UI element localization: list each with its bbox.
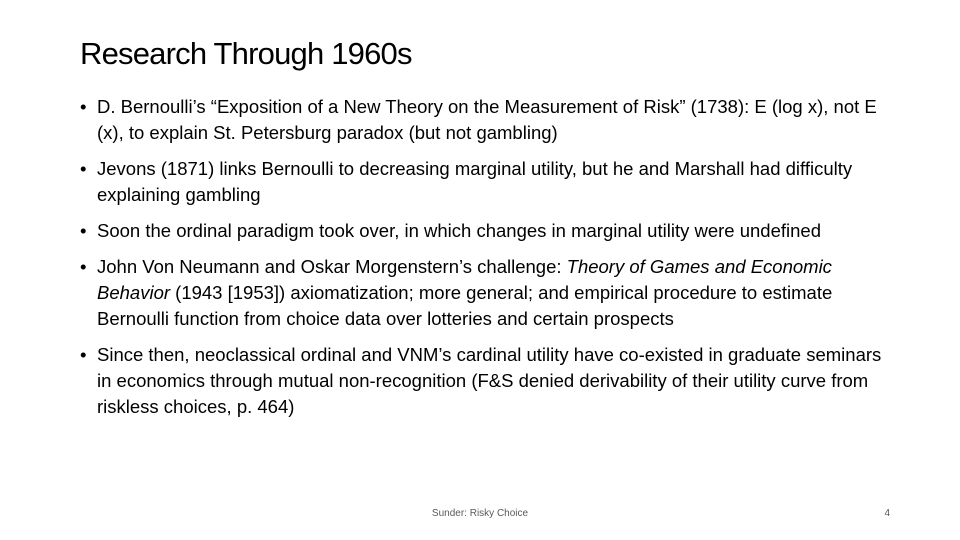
slide-title: Research Through 1960s (80, 36, 412, 71)
bullet-item (80, 156, 900, 208)
bullet-text-start: John Von Neumann and Oskar Morgenstern’s challenge: (97, 256, 567, 277)
bullet-item (80, 218, 900, 244)
bullet-icon: • (80, 256, 87, 277)
bullet-icon: • (80, 220, 87, 241)
page-number: 4 (884, 508, 890, 519)
slide-footer: Sunder: Risky Choice (431, 508, 529, 519)
bullet-icon: • (80, 158, 87, 179)
bullet-text: Jevons (1871) links Bernoulli to decreasing marginal utility, but he and Marshall had difficulty explaining gambling (97, 158, 853, 205)
bullet-list (80, 94, 900, 430)
bullet-item (80, 94, 900, 146)
bullet-item (80, 254, 900, 332)
bullet-item (80, 342, 900, 420)
bullet-icon: • (80, 96, 87, 117)
bullet-text: Since then, neoclassical ordinal and VNM’s cardinal utility have co-existed in graduate seminars in economics through mutual non-recognition (F&S denied derivability of their utility curve from riskless choices, p. 464) (97, 344, 882, 417)
bullet-text: Soon the ordinal paradigm took over, in which changes in marginal utility were undefined (97, 220, 821, 241)
bullet-icon: • (80, 344, 87, 365)
book-title: Theory of Games and Economic Behavior (97, 256, 832, 303)
bullet-text: D. Bernoulli’s “Exposition of a New Theory on the Measurement of Risk” (1738): E (log x), not E (x), to explain St. Petersburg paradox (but not gambling) (97, 96, 877, 143)
bullet-text-end: (1943 [1953]) axiomatization; more general; and empirical procedure to estimate Bernoulli function from choice data over lotteries and certain prospects (97, 282, 833, 329)
